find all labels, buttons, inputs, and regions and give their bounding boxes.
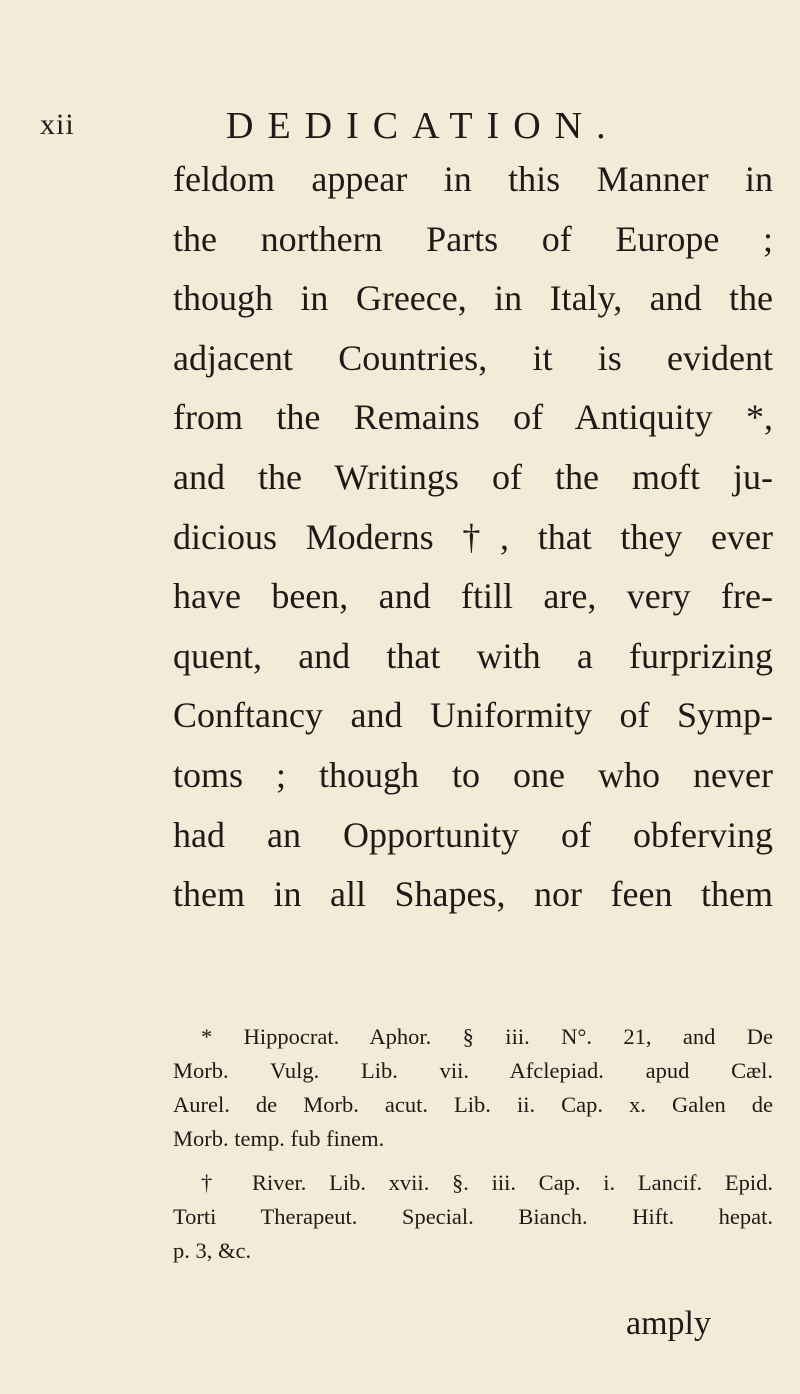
body-line: though in Greece, in Italy, and the [173,278,773,319]
running-head: DEDICATION. [226,105,620,147]
body-line: from the Remains of Antiquity *, [173,397,773,438]
footnote-line: Torti Therapeut. Special. Bianch. Hift. hepat. [173,1204,773,1229]
body-line: them in all Shapes, nor feen them [173,874,773,915]
body-line: have been, and ftill are, very fre- [173,576,773,617]
footnote-line: † River. Lib. xvii. §. iii. Cap. i. Lancif. Epid. [201,1170,773,1195]
page-header [0,104,800,154]
body-line: and the Writings of the moft ju- [173,456,773,497]
footnote-line: Morb. temp. fub finem. [173,1126,385,1151]
body-line: quent, and that with a furprizing [173,635,773,676]
footnote-line: Aurel. de Morb. acut. Lib. ii. Cap. x. Galen de [173,1092,773,1117]
footnote-line: Morb. Vulg. Lib. vii. Afclepiad. apud Cæl. [173,1058,773,1083]
footnote-line: * Hippocrat. Aphor. § iii. N°. 21, and De [201,1024,773,1049]
body-text [173,150,773,925]
catchword: amply [626,1305,711,1342]
body-line: Conftancy and Uniformity of Symp- [173,695,773,736]
page-number: xii [40,108,75,141]
footnote-line: p. 3, &c. [173,1238,252,1263]
body-line: had an Opportunity of obferving [173,814,773,855]
body-line: the northern Parts of Europe ; [173,218,773,259]
body-line: feldom appear in this Manner in [173,159,773,199]
body-line: adjacent Countries, it is evident [173,337,773,378]
footnotes [173,1020,773,1268]
body-line: toms ; though to one who never [173,754,773,795]
body-line: dicious Moderns †, that they ever [173,516,773,557]
